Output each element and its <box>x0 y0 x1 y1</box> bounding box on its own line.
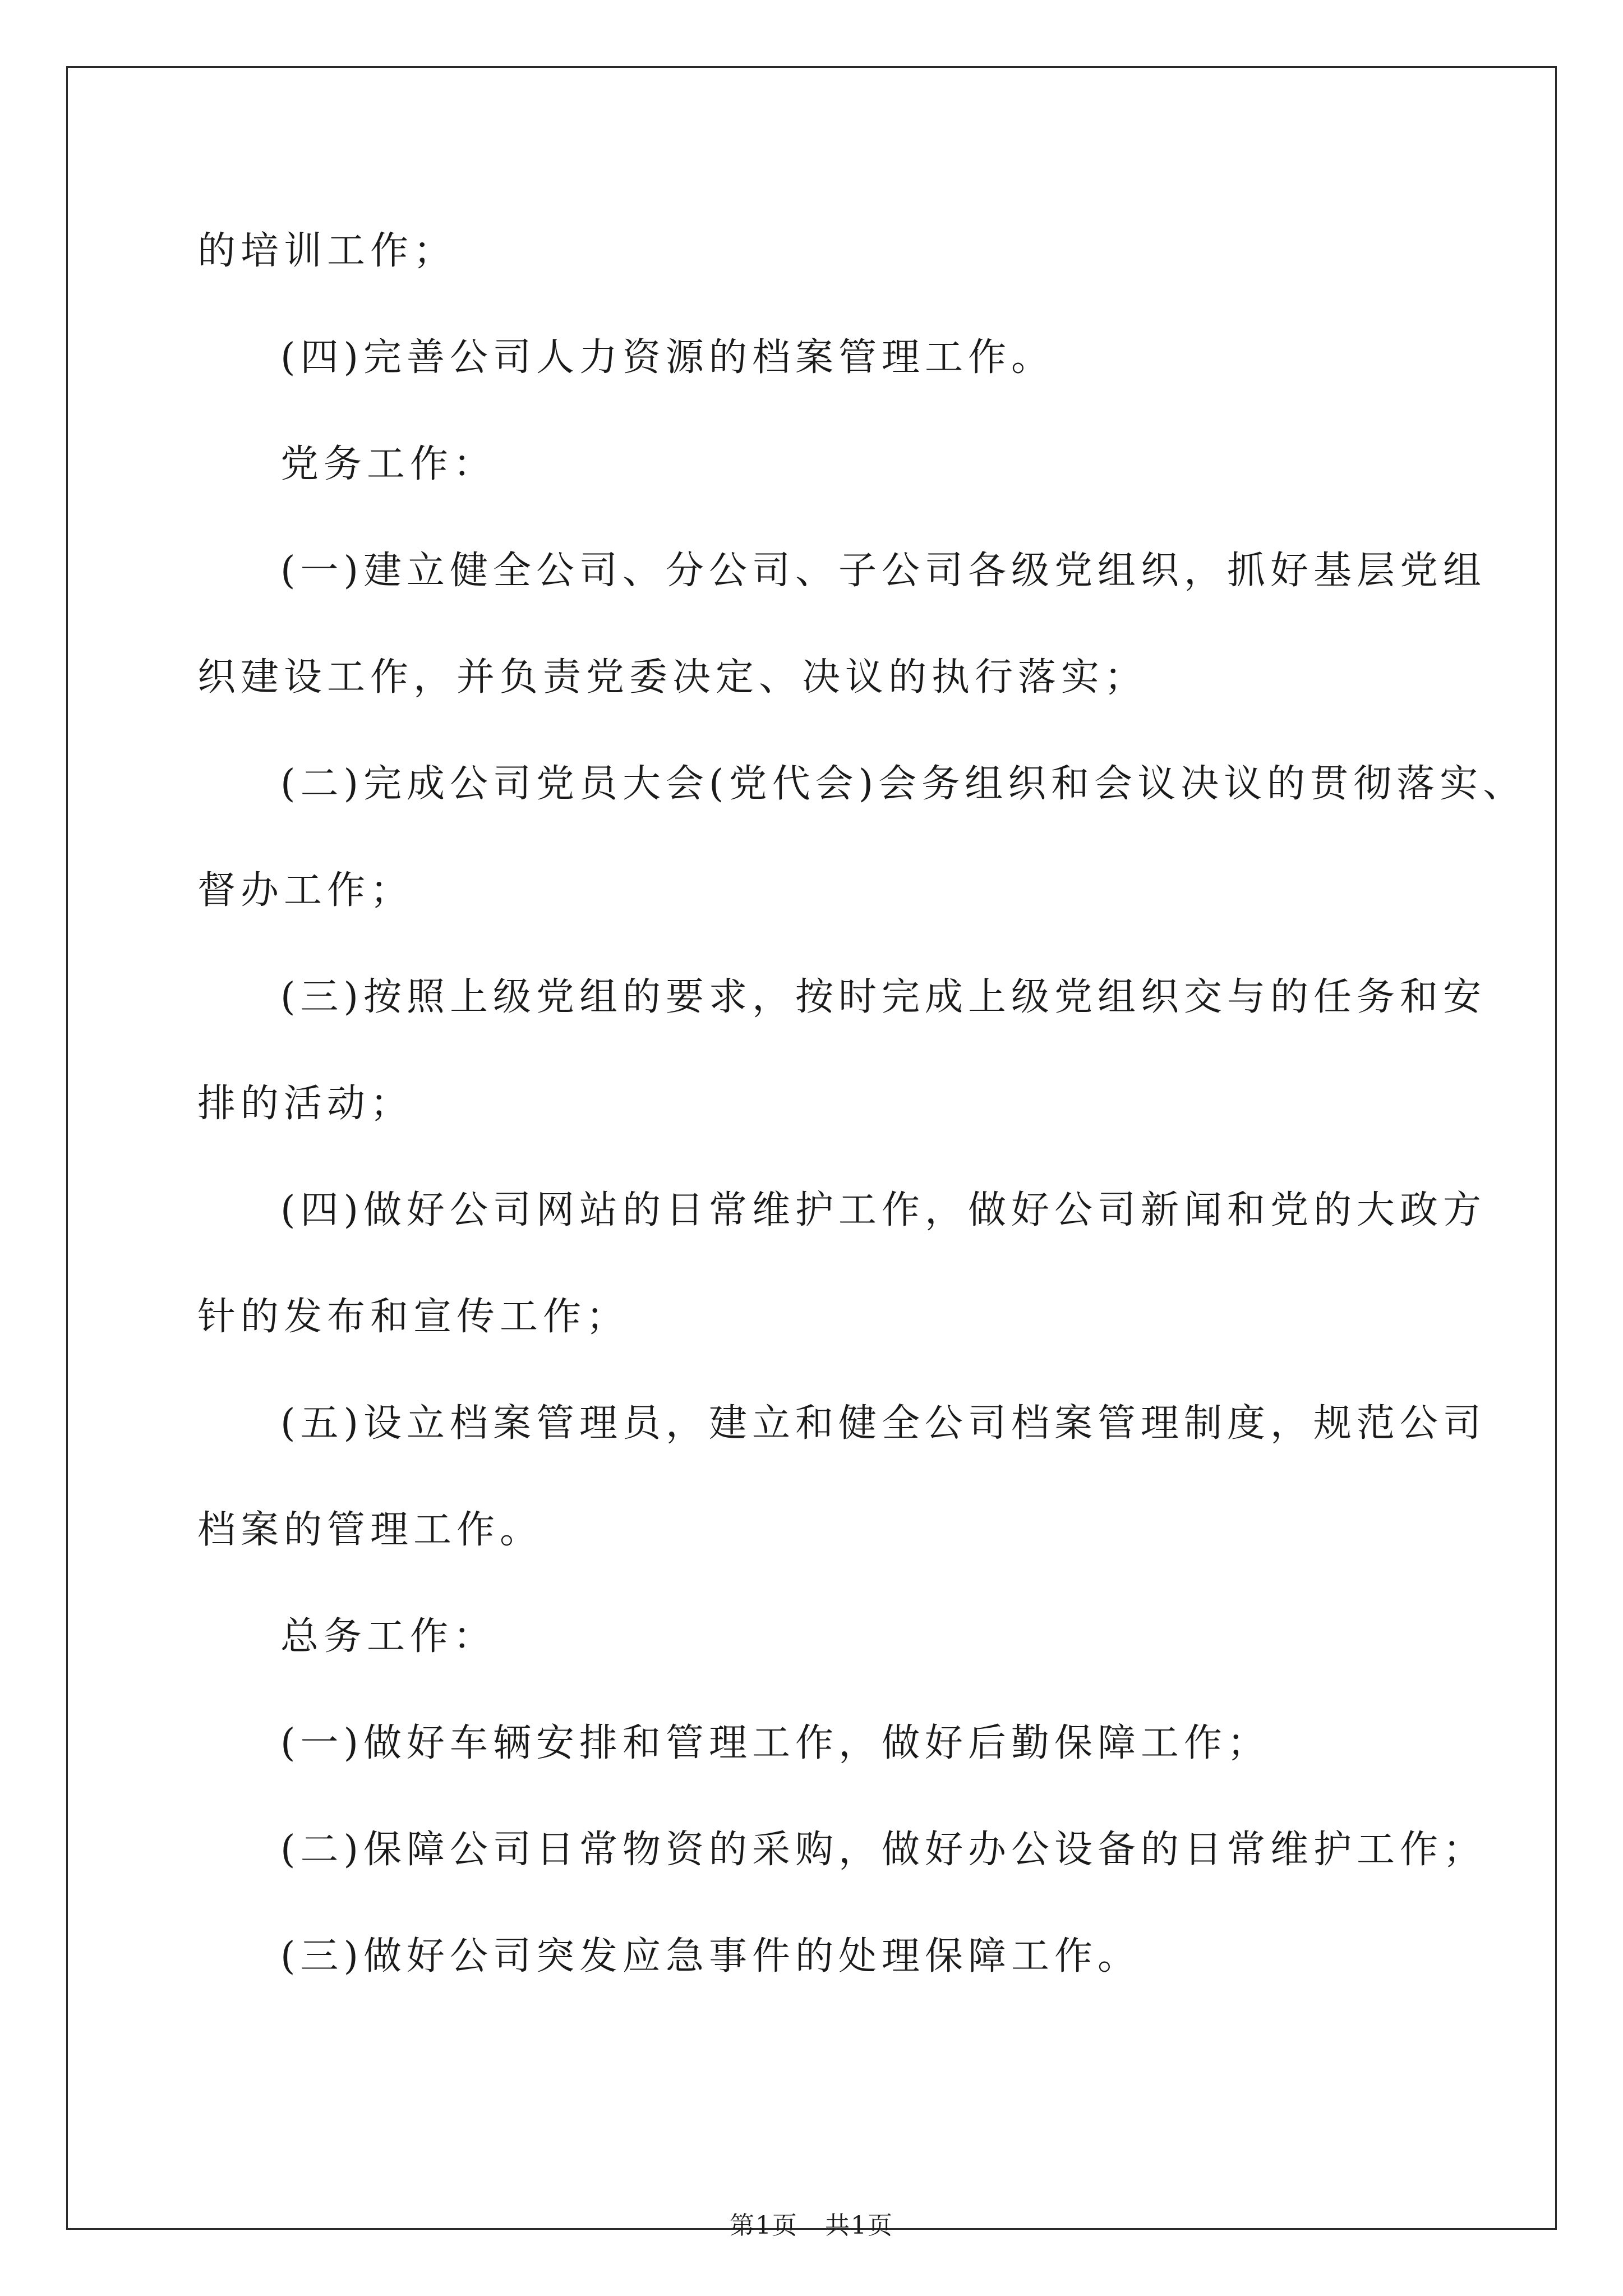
body-line-5: 织建设工作，并负责党委决定、决议的执行落实； <box>197 655 1148 700</box>
body-line-11: 针的发布和宣传工作； <box>197 1295 630 1339</box>
page-border <box>66 66 1557 2230</box>
body-line-9: 排的活动； <box>197 1082 414 1126</box>
body-line-10: (四)做好公司网站的日常维护工作，做好公司新闻和党的大政方 <box>280 1188 1487 1232</box>
body-line-7: 督办工作； <box>197 868 414 913</box>
section-heading-general-affairs: 总务工作： <box>280 1614 497 1659</box>
body-line-15: (一)做好车辆安排和管理工作，做好后勤保障工作； <box>280 1721 1271 1765</box>
body-line-2: (四)完善公司人力资源的档案管理工作。 <box>280 335 1055 380</box>
section-heading-party-affairs: 党务工作： <box>280 442 497 486</box>
body-line-6: (二)完成公司党员大会(党代会)会务组织和会议决议的贯彻落实、 <box>280 762 1527 806</box>
body-line-1: 的培训工作； <box>197 229 457 273</box>
body-line-16: (二)保障公司日常物资的采购，做好办公设备的日常维护工作； <box>280 1828 1487 1872</box>
body-line-12: (五)设立档案管理员，建立和健全公司档案管理制度，规范公司 <box>280 1401 1487 1446</box>
body-line-13: 档案的管理工作。 <box>197 1508 543 1552</box>
body-line-17: (三)做好公司突发应急事件的处理保障工作。 <box>280 1934 1141 1978</box>
body-line-4: (一)建立健全公司、分公司、子公司各级党组织，抓好基层党组 <box>280 549 1487 593</box>
page-footer: 第1页 共1页 <box>730 2211 893 2240</box>
body-line-8: (三)按照上级党组的要求，按时完成上级党组织交与的任务和安 <box>280 975 1487 1019</box>
